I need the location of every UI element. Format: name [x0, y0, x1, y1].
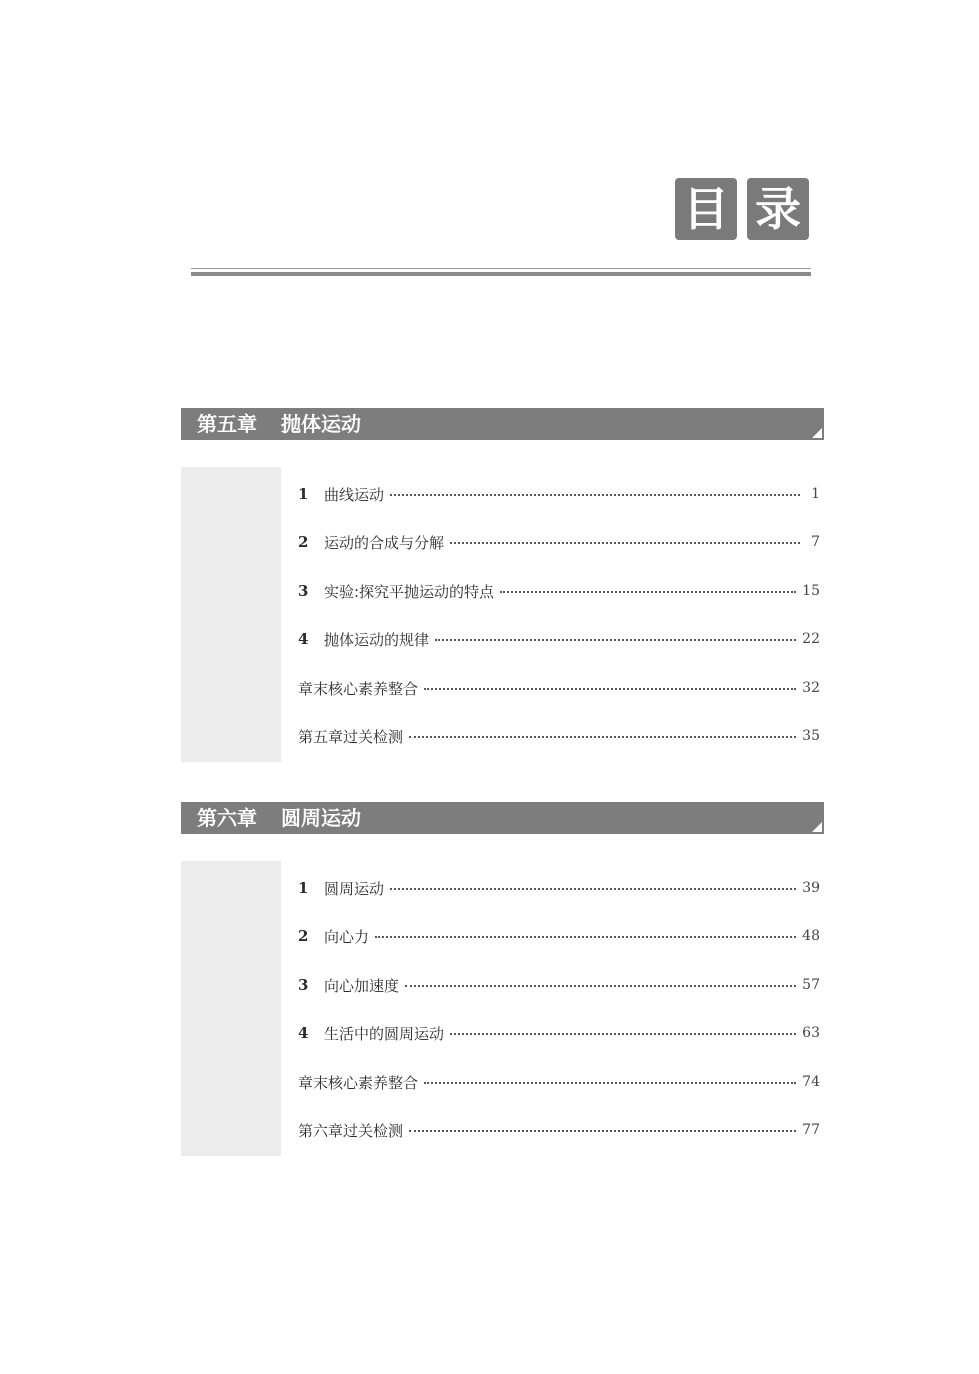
chapter-6-label: 第六章 — [197, 806, 257, 830]
toc-entry-page: 63 — [802, 1025, 820, 1041]
toc-leader-dots — [500, 591, 796, 593]
toc-entry-number: 3 — [298, 976, 309, 994]
chapter-6-corner-fold — [812, 822, 822, 832]
chapter-5-label: 第五章 — [197, 412, 257, 436]
toc-entry-page: 57 — [802, 977, 820, 993]
toc-leader-dots — [450, 542, 800, 544]
toc-entry-number: 1 — [298, 485, 309, 503]
chapter-5-name: 抛体运动 — [281, 412, 361, 436]
toc-entry-title: 向心加速度 — [324, 976, 400, 995]
toc-entry[interactable] — [298, 627, 820, 651]
toc-entry[interactable] — [298, 876, 820, 900]
toc-entry-title: 实验:探究平抛运动的特点 — [324, 582, 495, 601]
toc-entry-page: 77 — [802, 1122, 820, 1138]
toc-entry-title: 抛体运动的规律 — [324, 630, 430, 649]
toc-entry-title: 生活中的圆周运动 — [324, 1024, 445, 1043]
toc-entry[interactable] — [298, 579, 820, 603]
toc-entry[interactable] — [298, 1118, 820, 1142]
toc-leader-dots — [390, 494, 800, 496]
toc-entry-title: 第五章过关检测 — [298, 727, 404, 746]
toc-entry-number: 1 — [298, 879, 309, 897]
toc-leader-dots — [435, 639, 796, 641]
toc-entry-number: 2 — [298, 927, 309, 945]
toc-entry[interactable] — [298, 676, 820, 700]
toc-entry-page: 7 — [811, 534, 820, 550]
toc-entry-title: 章末核心素养整合 — [298, 1073, 419, 1092]
toc-entry[interactable] — [298, 924, 820, 948]
toc-leader-dots — [409, 736, 796, 738]
toc-entry[interactable] — [298, 1070, 820, 1094]
chapter-6-name: 圆周运动 — [281, 806, 361, 830]
chapter-6-side-block — [181, 861, 281, 1156]
header-rule-thick — [191, 272, 811, 276]
toc-leader-dots — [450, 1033, 796, 1035]
chapter-5-corner-fold — [812, 428, 822, 438]
toc-entry-page: 39 — [802, 880, 820, 896]
toc-entry[interactable] — [298, 973, 820, 997]
toc-entry-number: 3 — [298, 582, 309, 600]
toc-leader-dots — [405, 985, 796, 987]
title-char-mu: 目 — [675, 178, 737, 240]
toc-entry-page: 74 — [802, 1074, 820, 1090]
toc-entry-title: 曲线运动 — [324, 485, 385, 504]
toc-leader-dots — [390, 888, 796, 890]
toc-entry-title: 圆周运动 — [324, 879, 385, 898]
toc-entry-number: 4 — [298, 1024, 309, 1042]
toc-entry[interactable] — [298, 1021, 820, 1045]
toc-leader-dots — [424, 1082, 796, 1084]
chapter-6-heading — [181, 802, 824, 834]
header-rule-thin — [191, 268, 811, 269]
toc-entry-page: 32 — [802, 680, 820, 696]
toc-leader-dots — [424, 688, 796, 690]
toc-entry-title: 运动的合成与分解 — [324, 533, 445, 552]
toc-entry[interactable] — [298, 724, 820, 748]
toc-entry[interactable] — [298, 530, 820, 554]
toc-entry-page: 1 — [811, 486, 820, 502]
toc-entry[interactable] — [298, 482, 820, 506]
toc-entry-title: 章末核心素养整合 — [298, 679, 419, 698]
toc-entry-number: 4 — [298, 630, 309, 648]
toc-entry-page: 22 — [802, 631, 820, 647]
toc-entry-page: 48 — [802, 928, 820, 944]
toc-leader-dots — [375, 936, 796, 938]
toc-entry-page: 15 — [802, 583, 820, 599]
toc-leader-dots — [409, 1130, 796, 1132]
toc-entry-page: 35 — [802, 728, 820, 744]
toc-entry-title: 第六章过关检测 — [298, 1121, 404, 1140]
toc-entry-title: 向心力 — [324, 927, 370, 946]
chapter-5-side-block — [181, 467, 281, 762]
title-char-lu: 录 — [747, 178, 809, 240]
chapter-5-heading — [181, 408, 824, 440]
toc-entry-number: 2 — [298, 533, 309, 551]
